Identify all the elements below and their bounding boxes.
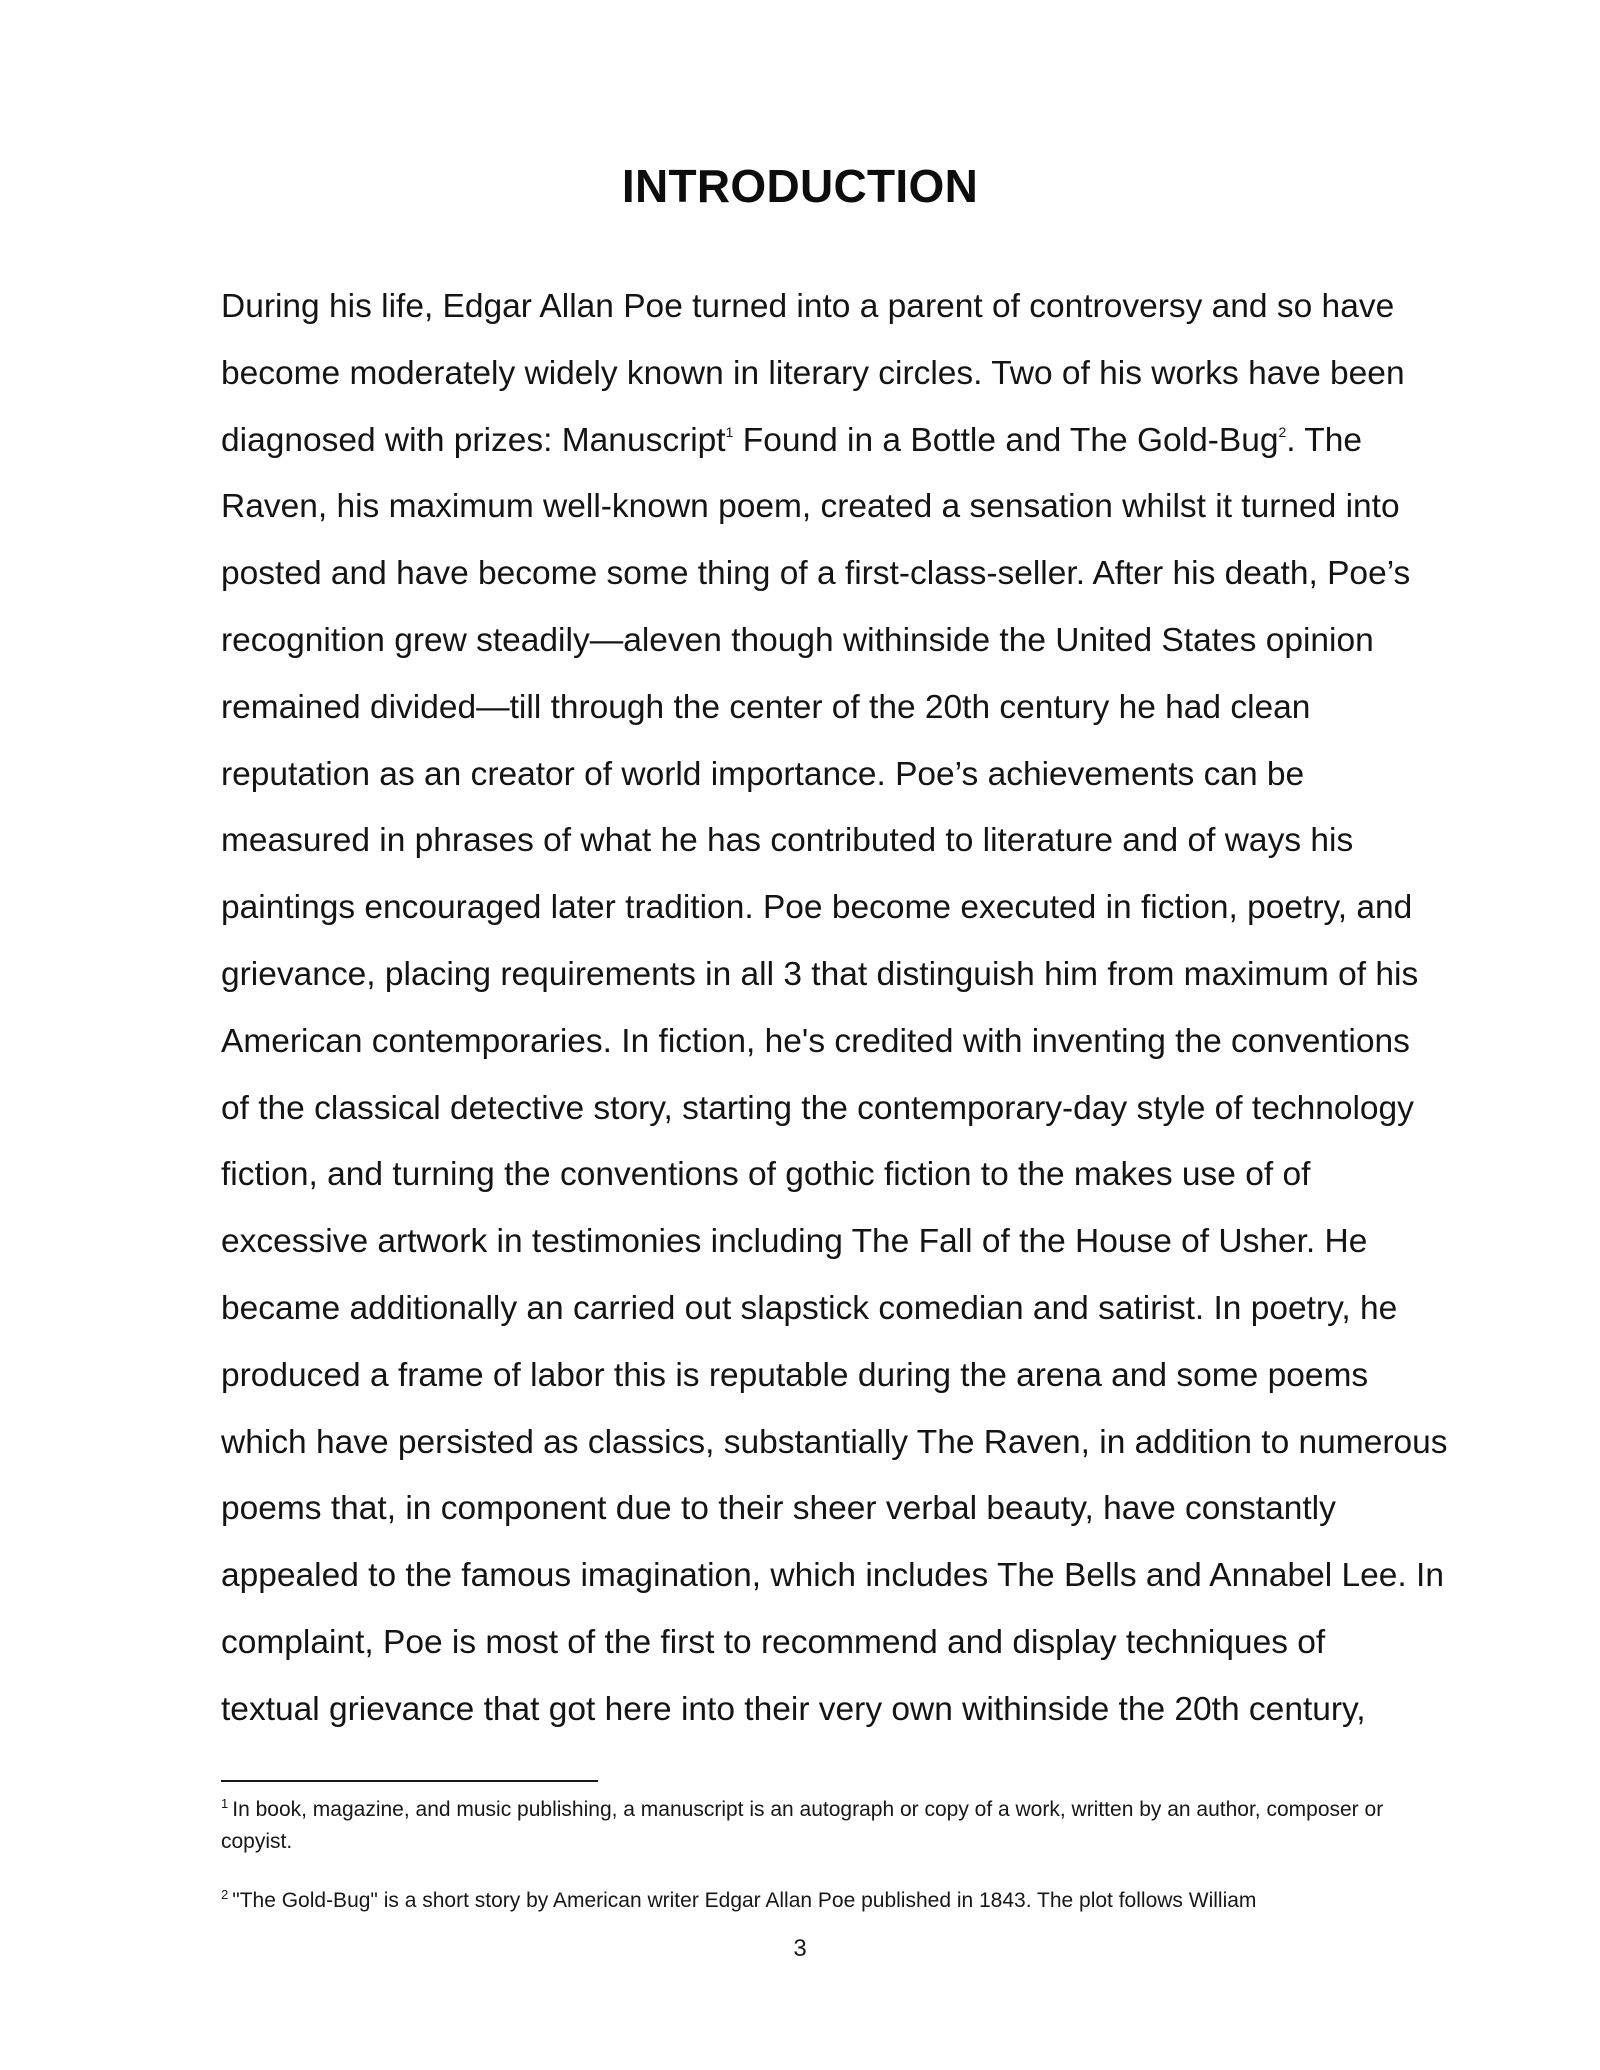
text-segment: diagnosed with prizes: Manuscript [221,421,726,459]
footnote-mark: 1 [221,1796,229,1811]
body-paragraph [221,274,1461,1744]
text-line: poems that, in component due to their sheer verbal beauty, have constantly [221,1490,1336,1528]
page-number: 3 [793,1935,807,1962]
text-line: became additionally an carried out slapstick comedian and satirist. In poetry, he [221,1289,1398,1327]
footnote-1 [221,1794,1451,1858]
text-line: measured in phrases of what he has contributed to literature and of ways his [221,822,1354,860]
text-line: textual grievance that got here into their very own withinside the 20th century, [221,1690,1366,1728]
text-line: produced a frame of labor this is reputable during the arena and some poems [221,1356,1369,1394]
page-title: INTRODUCTION [621,160,979,212]
text-line: grievance, placing requirements in all 3 that distinguish him from maximum of his [221,955,1419,993]
footnote-reference-2[interactable]: 2 [1278,423,1287,440]
text-line: which have persisted as classics, substantially The Raven, in addition to numerous [221,1423,1448,1461]
text-line: excessive artwork in testimonies including The Fall of the House of Usher. He [221,1223,1368,1261]
text-line: During his life, Edgar Allan Poe turned into a parent of controversy and so have [221,288,1395,325]
footnote-text: "The Gold-Bug" is a short story by American writer Edgar Allan Poe published in 1843. The plot follows William [232,1889,1257,1912]
footnote-2 [221,1885,1451,1917]
text-line: paintings encouraged later tradition. Poe become executed in fiction, poetry, and [221,889,1413,927]
text-line: posted and have become some thing of a first-class-seller. After his death, Poe’s [221,555,1411,593]
text-line: become moderately widely known in literary circles. Two of his works have been [221,354,1405,392]
footnote-reference-1[interactable]: 1 [725,423,734,440]
text-line: remained divided—till through the center of the 20th century he had clean [221,688,1311,726]
text-line: complaint, Poe is most of the first to recommend and display techniques of [221,1623,1326,1661]
text-line [221,408,1461,475]
text-line: reputation as an creator of world importance. Poe’s achievements can be [221,755,1305,793]
footnote-mark: 2 [221,1887,229,1902]
text-line: appealed to the famous imagination, which includes The Bells and Annabel Lee. In [221,1557,1444,1595]
text-line: American contemporaries. In fiction, he's credited with inventing the conventions [221,1022,1410,1060]
text-line: fiction, and turning the conventions of gothic fiction to the makes use of of [221,1156,1311,1194]
footnotes-section [221,1794,1451,1917]
text-line: of the classical detective story, starting the contemporary-day style of technology [221,1089,1414,1127]
footnote-text: In book, magazine, and music publishing, a manuscript is an autograph or copy of a work, written by an author, composer or copyist. [221,1798,1384,1853]
text-line: recognition grew steadily—aleven though withinside the United States opinion [221,621,1374,659]
footnote-separator [221,1780,598,1782]
text-segment: . The [1286,421,1363,459]
text-line: Raven, his maximum well-known poem, created a sensation whilst it turned into [221,488,1400,526]
text-segment: Found in a Bottle and The Gold-Bug [733,421,1279,459]
